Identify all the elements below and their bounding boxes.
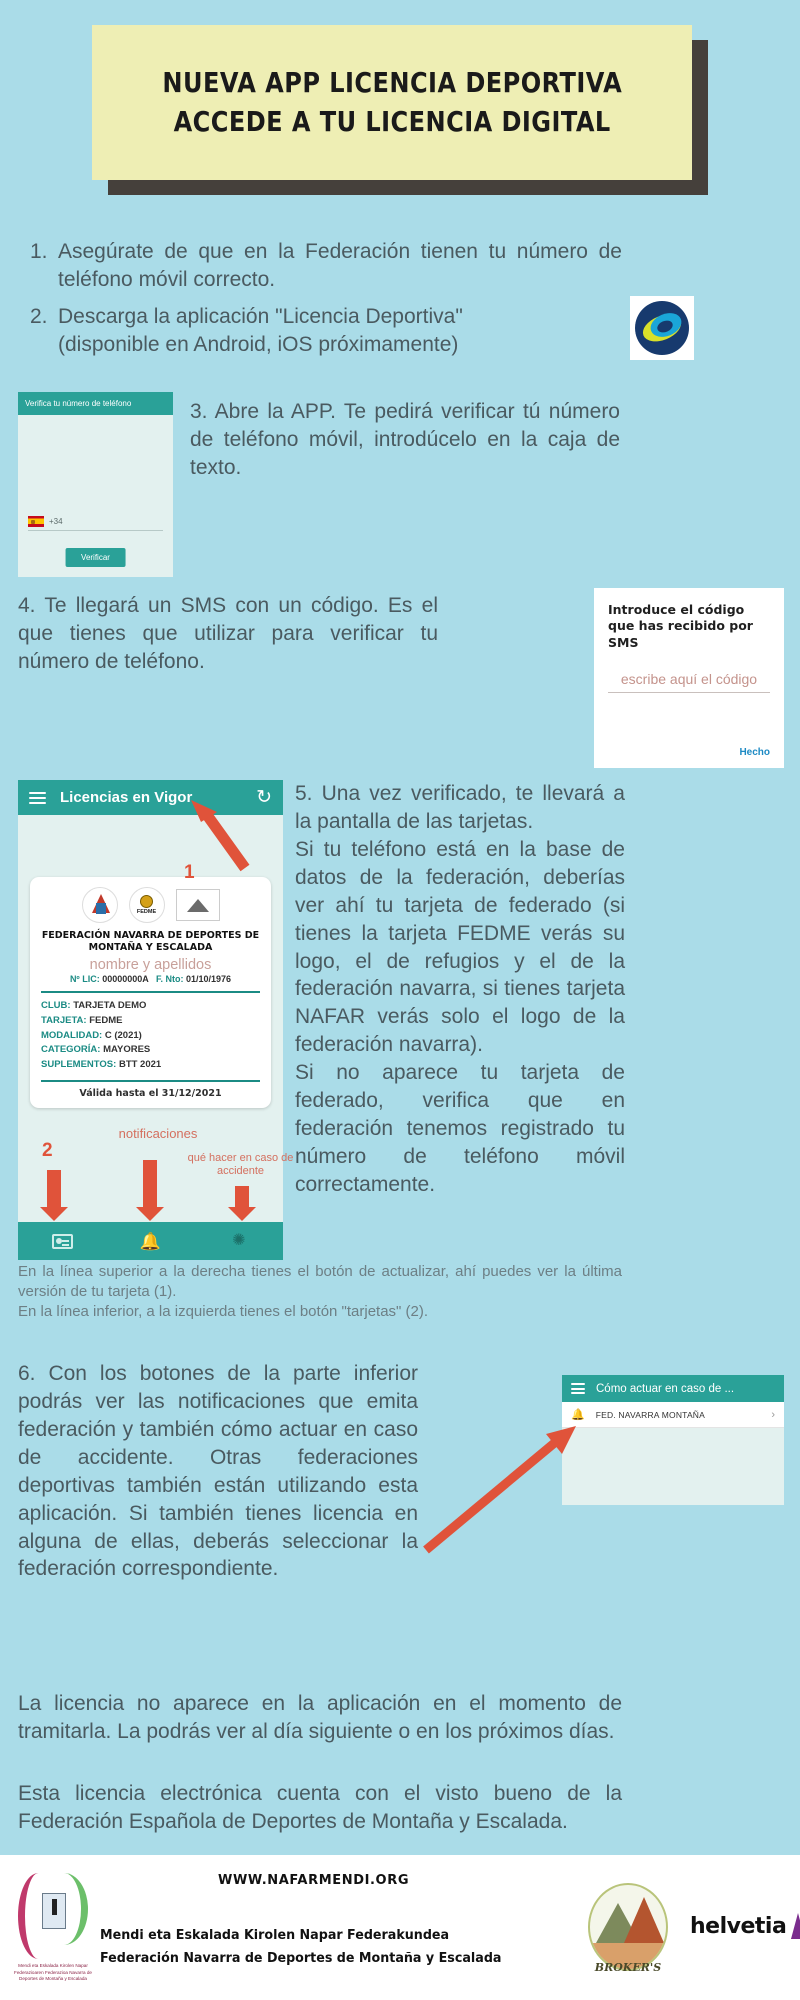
card-divider-top [41, 991, 260, 993]
phone-verify-body [18, 415, 173, 577]
footer-name-es: Federación Navarra de Deportes de Montaña y Escalada [100, 1950, 502, 1966]
note-line-2: En la línea inferior, a la izquierda tienes el botón "tarjetas" (2). [18, 1303, 429, 1321]
note-line-1: En la línea superior a la derecha tienes el botón de actualizar, ahí puedes ver la última versión de tu tarjeta (1). [18, 1263, 622, 1301]
card-logos [41, 887, 260, 923]
app-icon [630, 296, 694, 360]
annotation-number-1: 1 [184, 862, 195, 883]
card-valid-until: Válida hasta el 31/12/2021 [79, 1087, 222, 1099]
sms-code-input[interactable]: escribe aquí el código [608, 671, 770, 693]
title-line-1: NUEVA APP LICENCIA DEPORTIVA [162, 65, 622, 99]
actuar-title: Cómo actuar en caso de ... [596, 1382, 735, 1395]
tab-tarjetas[interactable] [18, 1234, 106, 1249]
sms-dialog-title: Introduce el código que has recibido por SMS [608, 602, 753, 650]
step-1-number: 1. [30, 240, 48, 263]
refresh-icon[interactable]: ↻ [256, 787, 272, 808]
helvetia-logo [690, 1913, 800, 1939]
annotation-accidente: qué hacer en caso de accidente [187, 1152, 294, 1178]
title-banner [92, 25, 692, 180]
card-federation-name: FEDERACIÓN NAVARRA DE DEPORTES DE MONTAÑA Y ESCALADA [41, 930, 260, 954]
footer [0, 1855, 800, 2000]
hamburger-icon[interactable] [571, 1383, 585, 1394]
note-block [18, 1262, 622, 1322]
tab-notificaciones[interactable] [106, 1233, 194, 1250]
verificar-button[interactable]: Verificar [65, 548, 126, 567]
title-line-2: ACCEDE A TU LICENCIA DIGITAL [173, 104, 611, 138]
card-holder-name: nombre y apellidos [89, 957, 212, 974]
step-2-number: 2. [30, 305, 48, 328]
refugios-logo-icon [176, 889, 220, 921]
card-row [41, 999, 260, 1014]
card-row-value: MAYORES [103, 1044, 151, 1056]
fedme-label: FEDME [136, 909, 157, 915]
step-2-text: Descarga la aplicación "Licencia Deportiva" (disponible en Android, iOS próximamente) [58, 305, 463, 356]
id-card-icon [52, 1234, 73, 1249]
spain-flag-icon [28, 516, 44, 527]
logo-hiker-icon [42, 1893, 66, 1929]
step-3-text: 3. Abre la APP. Te pedirá verificar tú número de teléfono móvil, introdúcelo en la caja de texto. [190, 400, 620, 479]
card-row-label: CATEGORÍA: [41, 1044, 101, 1056]
bandage-icon: ✺ [232, 1232, 246, 1249]
card-row-label: TARJETA: [41, 1015, 87, 1027]
fedme-seal [140, 895, 153, 908]
footer-url[interactable]: WWW.NAFARMENDI.ORG [218, 1873, 410, 1888]
licenses-tab-bar [18, 1222, 283, 1260]
annotation-arrow-1 [185, 800, 265, 875]
card-birth-value: 01/10/1976 [186, 974, 232, 985]
nafarmendi-logo [12, 1867, 94, 1987]
bell-icon: 🔔 [571, 1409, 585, 1421]
closing-paragraph-2: Esta licencia electrónica cuenta con el visto bueno de la Federación Española de Deportes de Montaña y Escalada. [18, 1782, 622, 1833]
phone-verify-screenshot [18, 392, 173, 577]
chevron-right-icon: › [771, 1408, 775, 1421]
card-divider-bottom [41, 1080, 260, 1082]
card-row [41, 1043, 260, 1058]
step-1-text: Asegúrate de que en la Federación tienen tu número de teléfono móvil correcto. [58, 240, 622, 291]
licenses-title: Licencias en Vigor [60, 789, 193, 806]
sms-done-button[interactable]: Hecho [739, 747, 770, 758]
brokers-logo [578, 1875, 678, 1980]
fedme-logo-icon [129, 887, 165, 923]
card-row-label: CLUB: [41, 1000, 71, 1012]
arrow-to-notificaciones [143, 1160, 157, 1208]
card-license-line [41, 974, 260, 984]
brokers-oval [588, 1883, 668, 1971]
annotation-arrow-to-actuar [418, 1418, 583, 1558]
actuar-list-item[interactable] [562, 1402, 784, 1428]
actuar-row-label: FED. NAVARRA MONTAÑA [595, 1409, 706, 1420]
hamburger-icon[interactable] [29, 792, 46, 804]
card-row [41, 1029, 260, 1044]
phone-number-input[interactable] [28, 516, 163, 531]
card-row-label: SUPLEMENTOS: [41, 1059, 117, 1071]
card-row-value: C (2021) [104, 1029, 142, 1041]
footer-name-eu: Mendi eta Eskalada Kirolen Napar Federakundea [100, 1927, 450, 1943]
step-5-text-c: Si no aparece tu tarjeta de federado, verifica que en federación tenemos registrado tu número de teléfono móvil correctamente. [295, 1061, 625, 1196]
card-lic-value: 00000000A [102, 974, 149, 985]
license-card [30, 877, 271, 1108]
step-5-text-a: 5. Una vez verificado, te llevará a la pantalla de las tarjetas. [295, 782, 625, 833]
step-4-text: 4. Te llegará un SMS con un código. Es el que tienes que utilizar para verificar tu número de teléfono. [18, 594, 438, 673]
card-lic-label: Nº LIC: [69, 974, 100, 985]
card-row-value: FEDME [89, 1015, 123, 1027]
brokers-mountain-orange [624, 1897, 664, 1943]
card-birth-label: F. Nto: [155, 974, 184, 985]
tab-accidente[interactable] [195, 1233, 283, 1249]
brokers-label: BROKER'S [594, 1961, 662, 1974]
closing-paragraph-1: La licencia no aparece en la aplicación en el momento de tramitarla. La podrás ver al día siguiente o en los próximos días. [18, 1692, 622, 1743]
card-row-value: BTT 2021 [118, 1059, 162, 1071]
arrow-to-accidente [235, 1186, 249, 1208]
phone-prefix: +34 [49, 517, 63, 526]
card-row [41, 1014, 260, 1029]
app-icon-circle [635, 301, 689, 355]
arrow-to-tarjetas [47, 1170, 61, 1208]
bell-icon: 🔔 [139, 1231, 162, 1251]
fnd-logo-icon [82, 887, 118, 923]
step-5-block [295, 780, 625, 1199]
logo-caption: Mendi eta Eskalada Kirolen Napar Federazioaren Federazioa Navarra de Deportes de Montaña y Escalada [14, 1963, 92, 1982]
card-row-label: MODALIDAD: [41, 1029, 103, 1041]
actuar-app-bar [562, 1375, 784, 1402]
helvetia-wordmark: helvetia [690, 1913, 787, 1939]
card-row [41, 1058, 260, 1073]
step-5-text-b: Si tu teléfono está en la base de datos de la federación, deberías ver ahí tu tarjeta de federado (si tienes la tarjeta FEDME verás su logo, el de refugios y el de la federación navarra, si tienes tarjeta NAFAR verás solo el logo de la federación navarra). [295, 837, 625, 1057]
sms-code-dialog [594, 588, 784, 768]
card-row-value: TARJETA DEMO [73, 1000, 147, 1012]
annotation-number-2: 2 [42, 1140, 53, 1161]
step-6-text: 6. Con los botones de la parte inferior podrás ver las notificaciones que emita federación y también cómo actuar en caso de accidente. Otras federaciones deportivas también están utilizando esta aplicación. Si también tienes licencia en alguna de ellas, deberás seleccionar la federación correspondiente. [18, 1362, 418, 1581]
phone-actuar-screenshot [562, 1375, 784, 1505]
annotation-notificaciones: notificaciones [118, 1126, 198, 1141]
phone-verify-header: Verifica tu número de teléfono [18, 392, 173, 415]
helvetia-triangle-icon [791, 1913, 800, 1939]
